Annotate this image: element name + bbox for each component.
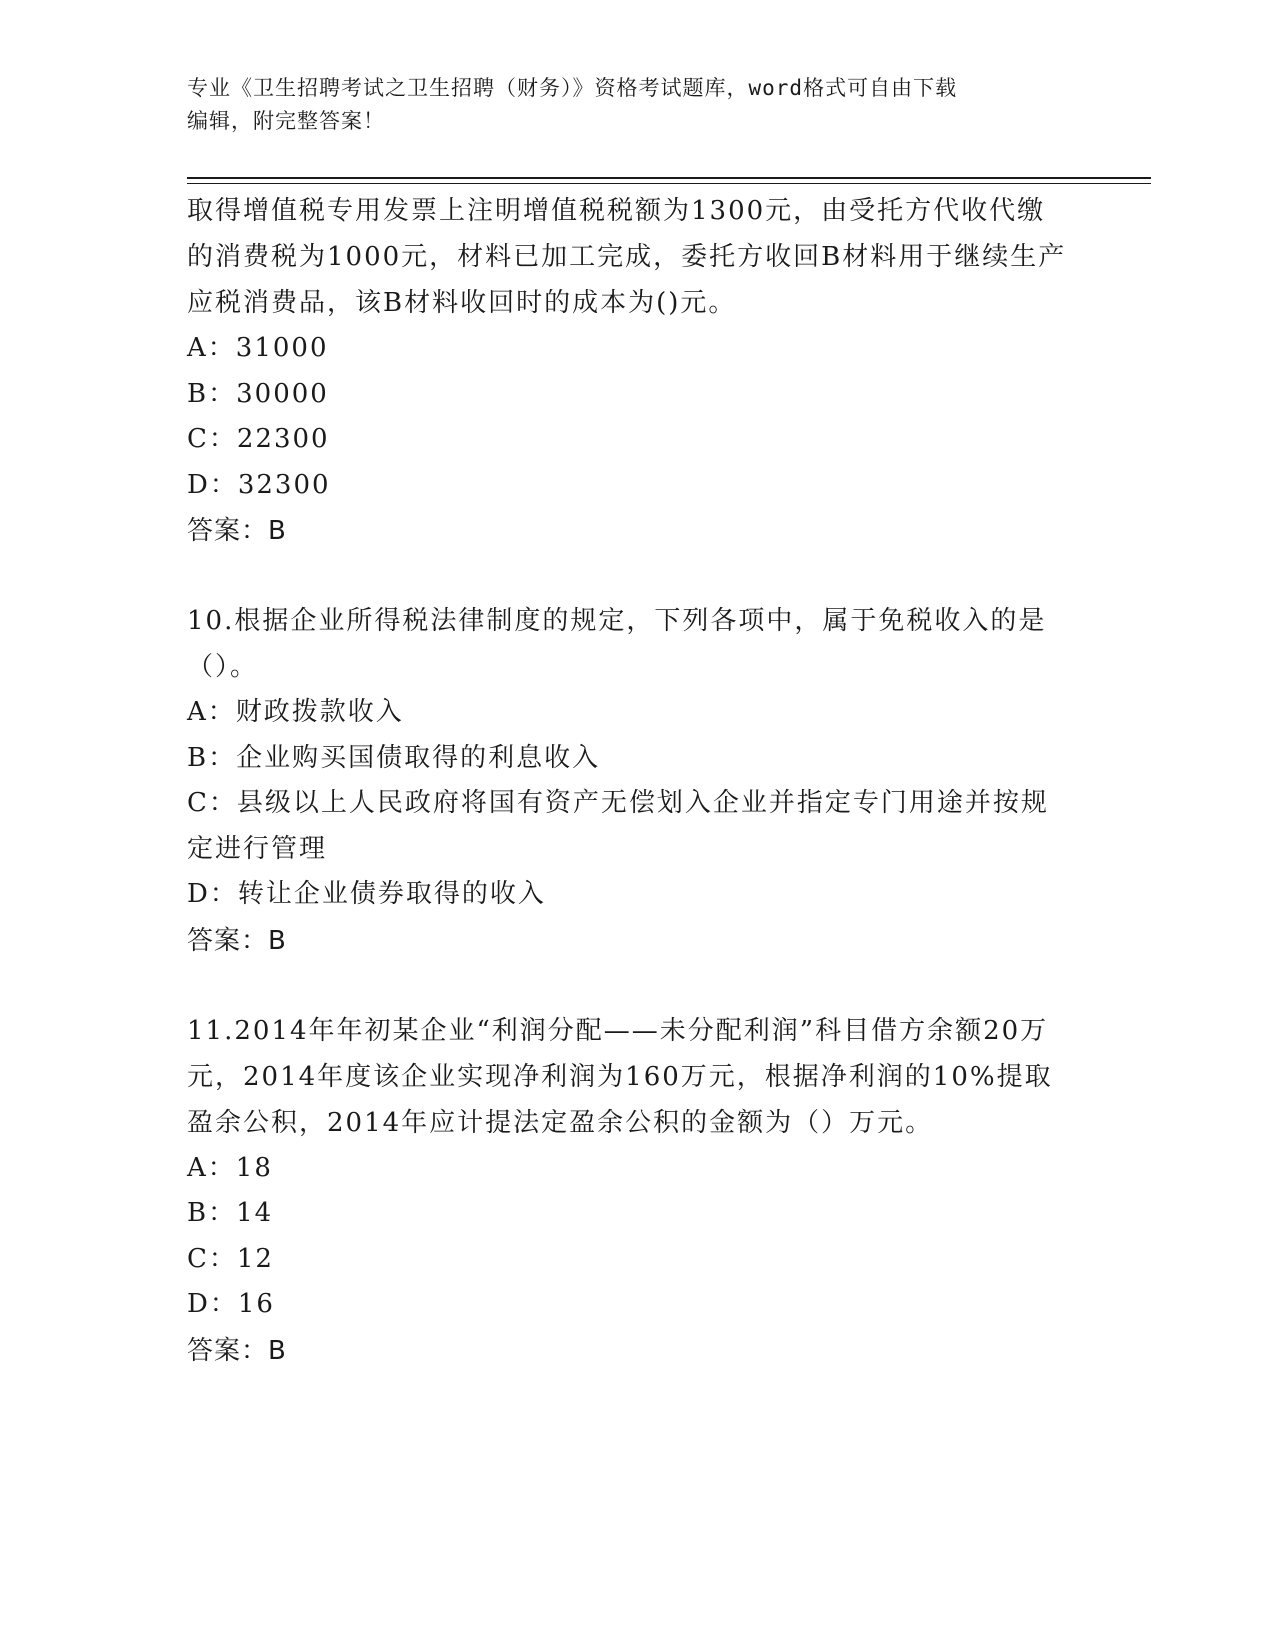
option-d: D：转让企业债券取得的收入 bbox=[187, 879, 546, 909]
option-a: A：财政拨款收入 bbox=[187, 697, 404, 727]
option-c: C：县级以上人民政府将国有资产无偿划入企业并指定专门用途并按规定进行管理 bbox=[187, 788, 1049, 864]
question-list bbox=[187, 188, 1067, 1374]
header-divider-thick bbox=[187, 177, 1151, 179]
question-block bbox=[187, 598, 1067, 964]
header-divider-thin bbox=[187, 183, 1151, 184]
option-b: B：30000 bbox=[187, 378, 329, 409]
answer-line: 答案：B bbox=[187, 1335, 287, 1366]
option-c: C：12 bbox=[187, 1243, 274, 1274]
option-a: A：31000 bbox=[187, 333, 329, 363]
answer-line: 答案：B bbox=[187, 925, 287, 956]
question-text: 10.根据企业所得税法律制度的规定，下列各项中，属于免税收入的是（）。 bbox=[187, 606, 1047, 682]
question-text: 取得增值税专用发票上注明增值税税额为1300元，由受托方代收代缴的消费税为1000元，材料已加工完成，委托方收回B材料用于继续生产应税消费品，该B材料收回时的成本为()元。 bbox=[187, 196, 1067, 318]
spacer bbox=[187, 964, 1067, 1008]
spacer bbox=[187, 554, 1067, 598]
option-b: B：企业购买国债取得的利息收入 bbox=[187, 742, 601, 773]
option-d: D：16 bbox=[187, 1289, 275, 1319]
question-text: 11.2014年年初某企业“利润分配——未分配利润”科目借方余额20万元，2014年度该企业实现净利润为160万元，根据净利润的10%提取盈余公积，2014年应计提法定盈余公积的金额为（）万元。 bbox=[187, 1015, 1053, 1138]
option-a: A：18 bbox=[187, 1152, 273, 1183]
question-block bbox=[187, 1008, 1067, 1374]
answer-line: 答案：B bbox=[187, 516, 287, 546]
document-header bbox=[187, 72, 1087, 138]
header-line-1: 专业《卫生招聘考试之卫生招聘（财务）》资格考试题库，word格式可自由下载 bbox=[187, 76, 958, 100]
question-block bbox=[187, 188, 1067, 554]
header-line-2: 编辑，附完整答案！ bbox=[187, 109, 385, 133]
option-b: B：14 bbox=[187, 1198, 274, 1228]
option-d: D：32300 bbox=[187, 469, 331, 500]
option-c: C：22300 bbox=[187, 424, 330, 454]
